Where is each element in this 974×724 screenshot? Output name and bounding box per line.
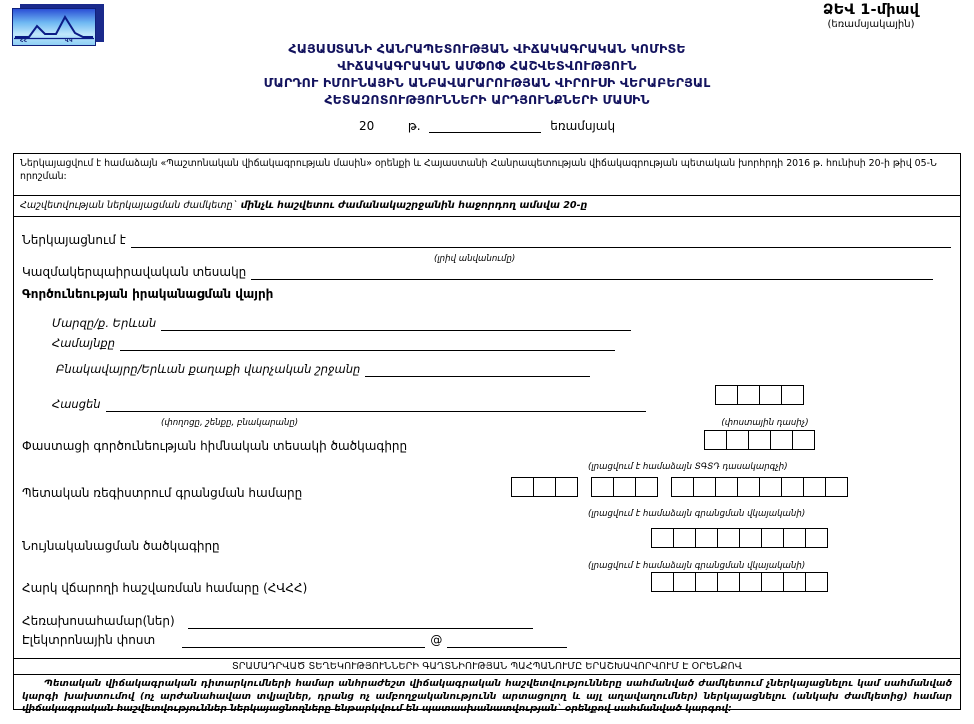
postal-code-group[interactable] <box>715 385 804 405</box>
activity-code-boxes[interactable] <box>704 430 815 454</box>
registration-group-b[interactable] <box>591 477 658 497</box>
penalty-note-text: Պետական վիճակագրական դիտարկումների համար անհրաժեշտ վիճակագրական հաշվետվությունները սահմանված ժամկետում չներկայացնելու կամ սահմանված կարգի խախտումով (ոչ արժանահավատ տվյալներ, դրանց ոչ ամբողջականությունն արտացոլող և այլ աղավաղումներ) ներկայացնելու (անկախ ժամկետից) համար վիճակագրական հաշվետվություններ ներկայացնողները ենթարկվում են պատասխանատվության` օրենքով սահմանված կարգով: <box>22 678 952 714</box>
identification-cell[interactable] <box>739 528 762 548</box>
registration-cell[interactable] <box>511 477 534 497</box>
field-community <box>52 332 615 351</box>
activity-code-cell[interactable] <box>726 430 749 450</box>
address-hint: (փողոցը, շենքը, բնակարանը) <box>161 418 299 428</box>
activity-code-cell[interactable] <box>792 430 815 450</box>
activity-code-hint: (լրացվում է համաձայն ՏԳՏԴ դասակարգչի) <box>588 462 788 472</box>
field-email <box>22 629 567 648</box>
registration-cell[interactable] <box>715 477 738 497</box>
registration-group-c[interactable] <box>671 477 848 497</box>
identification-cell[interactable] <box>805 528 828 548</box>
quarter-input[interactable] <box>429 120 541 133</box>
legal-basis-band <box>14 154 960 196</box>
identification-code-group[interactable] <box>651 528 828 548</box>
year-suffix: թ. <box>407 119 421 133</box>
activity-code-group[interactable] <box>704 430 815 450</box>
registration-cell[interactable] <box>781 477 804 497</box>
quarter-label: եռամսյակ <box>550 119 616 133</box>
tax-number-boxes[interactable] <box>651 572 828 596</box>
field-identification-code <box>22 535 220 554</box>
logo-label-left: ՀՀ <box>20 38 28 44</box>
identification-cell[interactable] <box>761 528 784 548</box>
activity-code-cell[interactable] <box>748 430 771 450</box>
activity-place-title: Գործունեության իրականացման վայրի <box>22 287 274 301</box>
community-label: Համայնքը <box>52 336 116 350</box>
region-label: Մարզը/ք. Երևան <box>52 316 157 330</box>
phone-input[interactable] <box>188 617 533 629</box>
identification-cell[interactable] <box>673 528 696 548</box>
deadline-value: մինչև հաշվետու ժամանակաշրջանին հաջորդող ամսվա 20-ը <box>240 200 588 211</box>
settlement-input[interactable] <box>365 365 590 377</box>
legal-basis-text: Ներկայացվում է համաձայն «Պաշտոնական վիճակագրության մասին» օրենքի և Հայաստանի Հանրապետության վիճակագրության պետական խորհրդի 2016 թ. հունիսի 20-ի թիվ 05-Ն որոշման: <box>20 158 937 182</box>
postal-code-boxes[interactable] <box>715 385 804 409</box>
tax-cell[interactable] <box>805 572 828 592</box>
activity-code-label: Փաստացի գործունեության հիմնական տեսակի ծածկագիրը <box>22 439 408 453</box>
registration-cell[interactable] <box>759 477 782 497</box>
postal-code-hint: (փոստային դասիչ) <box>721 418 809 428</box>
field-address <box>52 393 646 412</box>
email-at-symbol: @ <box>430 633 443 647</box>
tax-cell[interactable] <box>695 572 718 592</box>
registration-cell[interactable] <box>803 477 826 497</box>
submitted-by-input[interactable] <box>131 236 951 248</box>
registration-cell[interactable] <box>671 477 694 497</box>
registration-number-boxes[interactable] <box>511 477 848 497</box>
field-phone <box>22 610 533 629</box>
form-periodicity: (եռամսյակային) <box>827 19 915 30</box>
identification-code-boxes[interactable] <box>651 528 828 552</box>
tax-number-label: Հարկ վճարողի հաշվառման համարը (ՀՎՀՀ) <box>22 581 308 595</box>
tax-cell[interactable] <box>739 572 762 592</box>
registration-number-label: Պետական ռեգիստրում գրանցման համարը <box>22 486 303 500</box>
tax-cell[interactable] <box>651 572 674 592</box>
registration-group-a[interactable] <box>511 477 578 497</box>
field-activity-code <box>22 435 407 454</box>
identification-cell[interactable] <box>717 528 740 548</box>
postal-code-cell[interactable] <box>737 385 760 405</box>
form-body-frame <box>13 153 961 714</box>
deadline-label: Հաշվետվության ներկայացման ժամկետը` <box>20 200 238 211</box>
phone-label: Հեռախոսահամար(ներ) <box>22 614 175 628</box>
identification-cell[interactable] <box>783 528 806 548</box>
registration-cell[interactable] <box>825 477 848 497</box>
field-registration-number <box>22 482 302 501</box>
form-title-block <box>0 40 974 108</box>
submitted-by-label: Ներկայացնում է <box>22 233 126 247</box>
community-input[interactable] <box>120 339 615 351</box>
registration-cell[interactable] <box>635 477 658 497</box>
registration-cell[interactable] <box>613 477 636 497</box>
registration-cell[interactable] <box>693 477 716 497</box>
identification-code-label: Նույնականացման ծածկագիրը <box>22 539 220 553</box>
submitted-by-hint: (լրիվ անվանումը) <box>434 254 516 264</box>
legal-form-label: Կազմակերպաիրավական տեսակը <box>22 265 247 279</box>
identification-cell[interactable] <box>695 528 718 548</box>
postal-code-cell[interactable] <box>759 385 782 405</box>
tax-cell[interactable] <box>761 572 784 592</box>
penalty-note <box>14 675 960 718</box>
logo-label-right: ՎԿ <box>65 38 73 44</box>
field-legal-form <box>22 261 933 280</box>
form-fields-area <box>14 217 960 658</box>
form-code: ՁԵՎ 1-միավ <box>822 2 920 18</box>
field-region <box>52 312 631 331</box>
registration-cell[interactable] <box>591 477 614 497</box>
tax-cell[interactable] <box>673 572 696 592</box>
email-domain-input[interactable] <box>447 636 567 648</box>
registration-cell[interactable] <box>533 477 556 497</box>
region-input[interactable] <box>161 319 631 331</box>
deadline-band <box>14 196 960 217</box>
field-tax-number <box>22 577 307 596</box>
page-title-line-1: ՀԱՅԱՍՏԱՆԻ ՀԱՆՐԱՊԵՏՈՒԹՅԱՆ ՎԻՃԱԿԱԳՐԱԿԱՆ ԿՈՄԻՏԵ <box>288 41 686 56</box>
form-code-block <box>776 2 966 30</box>
registration-cell[interactable] <box>737 477 760 497</box>
reporting-period-line <box>0 119 974 133</box>
activity-code-cell[interactable] <box>770 430 793 450</box>
confidentiality-text: ՏՐԱՄԱԴՐՎԱԾ ՏԵՂԵԿՈՒԹՅՈՒՆՆԵՐԻ ԳԱՂՏՆԻՈՒԹՅԱՆ ՊԱՀՊԱՆՈՒՄԸ ԵՐԱՇԽԱՎՈՐՎՈՒՄ Է ՕՐԵՆՔՈՎ <box>231 661 743 672</box>
page-header <box>0 0 974 140</box>
email-label: Էլեկտրոնային փոստ <box>22 633 156 647</box>
settlement-label: Բնակավայրը/Երևան քաղաքի վարչական շրջանը <box>56 362 361 376</box>
tax-cell[interactable] <box>783 572 806 592</box>
registration-number-hint: (լրացվում է համաձայն գրանցման վկայականի) <box>588 509 806 519</box>
identification-code-hint: (լրացվում է համաձայն գրանցման վկայականի) <box>588 561 806 571</box>
field-settlement <box>56 358 590 377</box>
legal-form-input[interactable] <box>251 268 933 280</box>
address-label: Հասցեն <box>52 397 101 411</box>
registration-cell[interactable] <box>555 477 578 497</box>
postal-code-cell[interactable] <box>781 385 804 405</box>
tax-cell[interactable] <box>717 572 740 592</box>
year-prefix: 20 <box>358 119 375 133</box>
activity-code-cell[interactable] <box>704 430 727 450</box>
tax-number-group[interactable] <box>651 572 828 592</box>
page-title-line-4: ՀԵՏԱԶՈՏՈՒԹՅՈՒՆՆԵՐԻ ԱՐԴՅՈՒՆՔՆԵՐԻ ՄԱՍԻՆ <box>324 92 650 107</box>
confidentiality-banner <box>14 658 960 675</box>
postal-code-cell[interactable] <box>715 385 738 405</box>
email-user-input[interactable] <box>182 636 425 648</box>
identification-cell[interactable] <box>651 528 674 548</box>
page-title-line-3: ՄԱՐԴՈՒ ԻՄՈՒՆԱՅԻՆ ԱՆԲԱՎԱՐԱՐՈՒԹՅԱՆ ՎԻՐՈՒՍԻ ՎԵՐԱԲԵՐՅԱԼ <box>263 75 711 90</box>
page-title-line-2: ՎԻՃԱԿԱԳՐԱԿԱՆ ԱՄՓՈՓ ՀԱՇՎԵՏՎՈՒԹՅՈՒՆ <box>337 58 637 73</box>
